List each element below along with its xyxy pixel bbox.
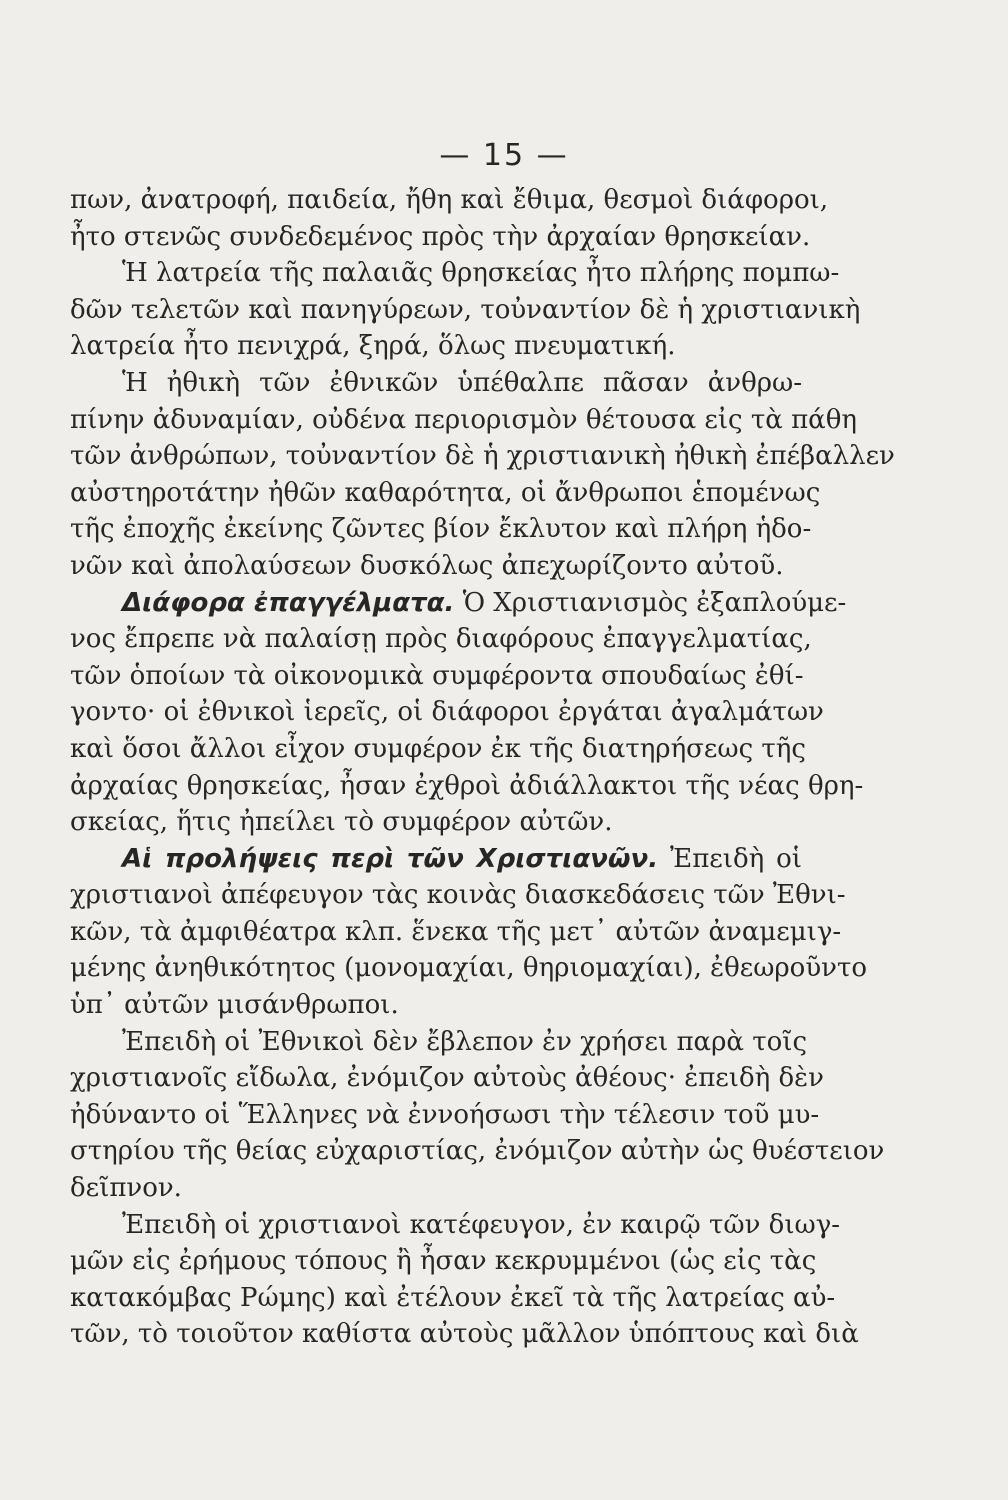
text-line: τῶν, τὸ τοιοῦτον καθίστα αὐτοὺς μᾶλλον ὑπόπτους καὶ διὰ [70, 1319, 859, 1350]
text-line: ἀρχαίας θρησκείας, ἦσαν ἐχθροὶ ἀδιάλλακτοι τῆς νέας θρη- [70, 770, 864, 801]
text-run: Ὁ Χριστιανισμὸς ἐξαπλούμε- [462, 587, 847, 618]
text-line: τῆς ἐποχῆς ἐκείνης ζῶντες βίον ἔκλυτον καὶ πλήρη ἡδο- [70, 514, 812, 545]
text-line: κατακόμβας Ρώμης) καὶ ἐτέλουν ἐκεῖ τὰ τῆς λατρείας αὐ- [70, 1282, 836, 1313]
text-line: κῶν, τὰ ἀμφιθέατρα κλπ. ἕνεκα τῆς μετ᾽ αὐτῶν ἀναμεμιγ- [70, 916, 842, 947]
text-line: μῶν εἰς ἐρήμους τόπους ἢ ἦσαν κεκρυμμένοι (ὡς εἰς τὰς [70, 1246, 817, 1277]
text-line: μένης ἀνηθικότητος (μονομαχίαι, θηριομαχίαι), ἐθεωροῦντο [70, 953, 867, 984]
text-line: Ἐπειδὴ οἱ χριστιανοὶ κατέφευγον, ἐν καιρῷ τῶν διωγ- [122, 1209, 841, 1240]
text-line: χριστιανοῖς εἴδωλα, ἐνόμιζον αὐτοὺς ἀθέους· ἐπειδὴ δὲν [70, 1063, 824, 1094]
text-line: Ἐπειδὴ οἱ Ἐθνικοὶ δὲν ἔβλεπον ἐν χρήσει παρὰ τοῖς [122, 1026, 808, 1057]
text-line: τῶν ἀνθρώπων, τοὐναντίον δὲ ἡ χριστιανικὴ ἠθικὴ ἐπέβαλλεν [70, 441, 895, 472]
text-line: πων, ἀνατροφή, παιδεία, ἤθη καὶ ἔθιμα, θεσμοὶ διάφοροι, [70, 185, 829, 215]
text-line: στηρίου τῆς θείας εὐχαριστίας, ἐνόμιζον αὐτὴν ὡς θυέστειον [70, 1136, 885, 1167]
text-run: Ἐπειδὴ οἱ [670, 843, 802, 874]
text-line: λατρεία ἦτο πενιχρά, ξηρά, ὅλως πνευματική. [70, 331, 676, 362]
text-line: νῶν καὶ ἀπολαύσεων δυσκόλως ἀπεχωρίζοντο αὐτοῦ. [70, 550, 784, 581]
section-heading: Διάφορα ἐπαγγέλματα. [122, 587, 455, 618]
text-line: Ἡ λατρεία τῆς παλαιᾶς θρησκείας ἦτο πλήρης πομπω- [122, 258, 840, 289]
text-line: χριστιανοὶ ἀπέφευγον τὰς κοινὰς διασκεδάσεις τῶν Ἐθνι- [70, 880, 846, 911]
text-line: καὶ ὅσοι ἄλλοι εἶχον συμφέρον ἐκ τῆς διατηρήσεως τῆς [70, 733, 806, 764]
text-line: πίνην ἀδυναμίαν, οὐδένα περιορισμὸν θέτουσα εἰς τὰ πάθη [70, 404, 857, 435]
text-line: ἠδύναντο οἱ Ἕλληνες νὰ ἐννοήσωσι τὴν τέλεσιν τοῦ μυ- [70, 1099, 820, 1130]
page-number: — 15 — [439, 138, 569, 173]
text-line: ὑπ᾽ αὐτῶν μισάνθρωποι. [70, 990, 399, 1021]
text-line: δῶν τελετῶν καὶ πανηγύρεων, τοὐναντίον δὲ ἡ χριστιανικὴ [70, 294, 861, 325]
body-text [70, 182, 895, 1353]
section-heading: Αἱ προλήψεις περὶ τῶν Χριστιανῶν. [122, 843, 659, 874]
text-line: Ἡ ἠθικὴ τῶν ἐθνικῶν ὑπέθαλπε πᾶσαν ἀνθρω- [122, 367, 802, 398]
text-line: σκείας, ἥτις ἠπείλει τὸ συμφέρον αὐτῶν. [70, 807, 613, 838]
text-line [70, 585, 847, 622]
text-line: ἦτο στενῶς συνδεδεμένος πρὸς τὴν ἀρχαίαν θρησκείαν. [70, 221, 811, 252]
text-line: αὐστηροτάτην ἠθῶν καθαρότητα, οἱ ἄνθρωποι ἑπομένως [70, 477, 821, 508]
text-line [70, 841, 802, 878]
text-line: γοντο· οἱ ἐθνικοὶ ἱερεῖς, οἱ διάφοροι ἐργάται ἀγαλμάτων [70, 697, 824, 728]
text-line: νος ἔπρεπε νὰ παλαίσῃ πρὸς διαφόρους ἐπαγγελματίας, [70, 624, 812, 655]
text-line: τῶν ὁποίων τὰ οἰκονομικὰ συμφέροντα σπουδαίως ἐθί- [70, 660, 804, 691]
text-line: δεῖπνον. [70, 1173, 182, 1204]
